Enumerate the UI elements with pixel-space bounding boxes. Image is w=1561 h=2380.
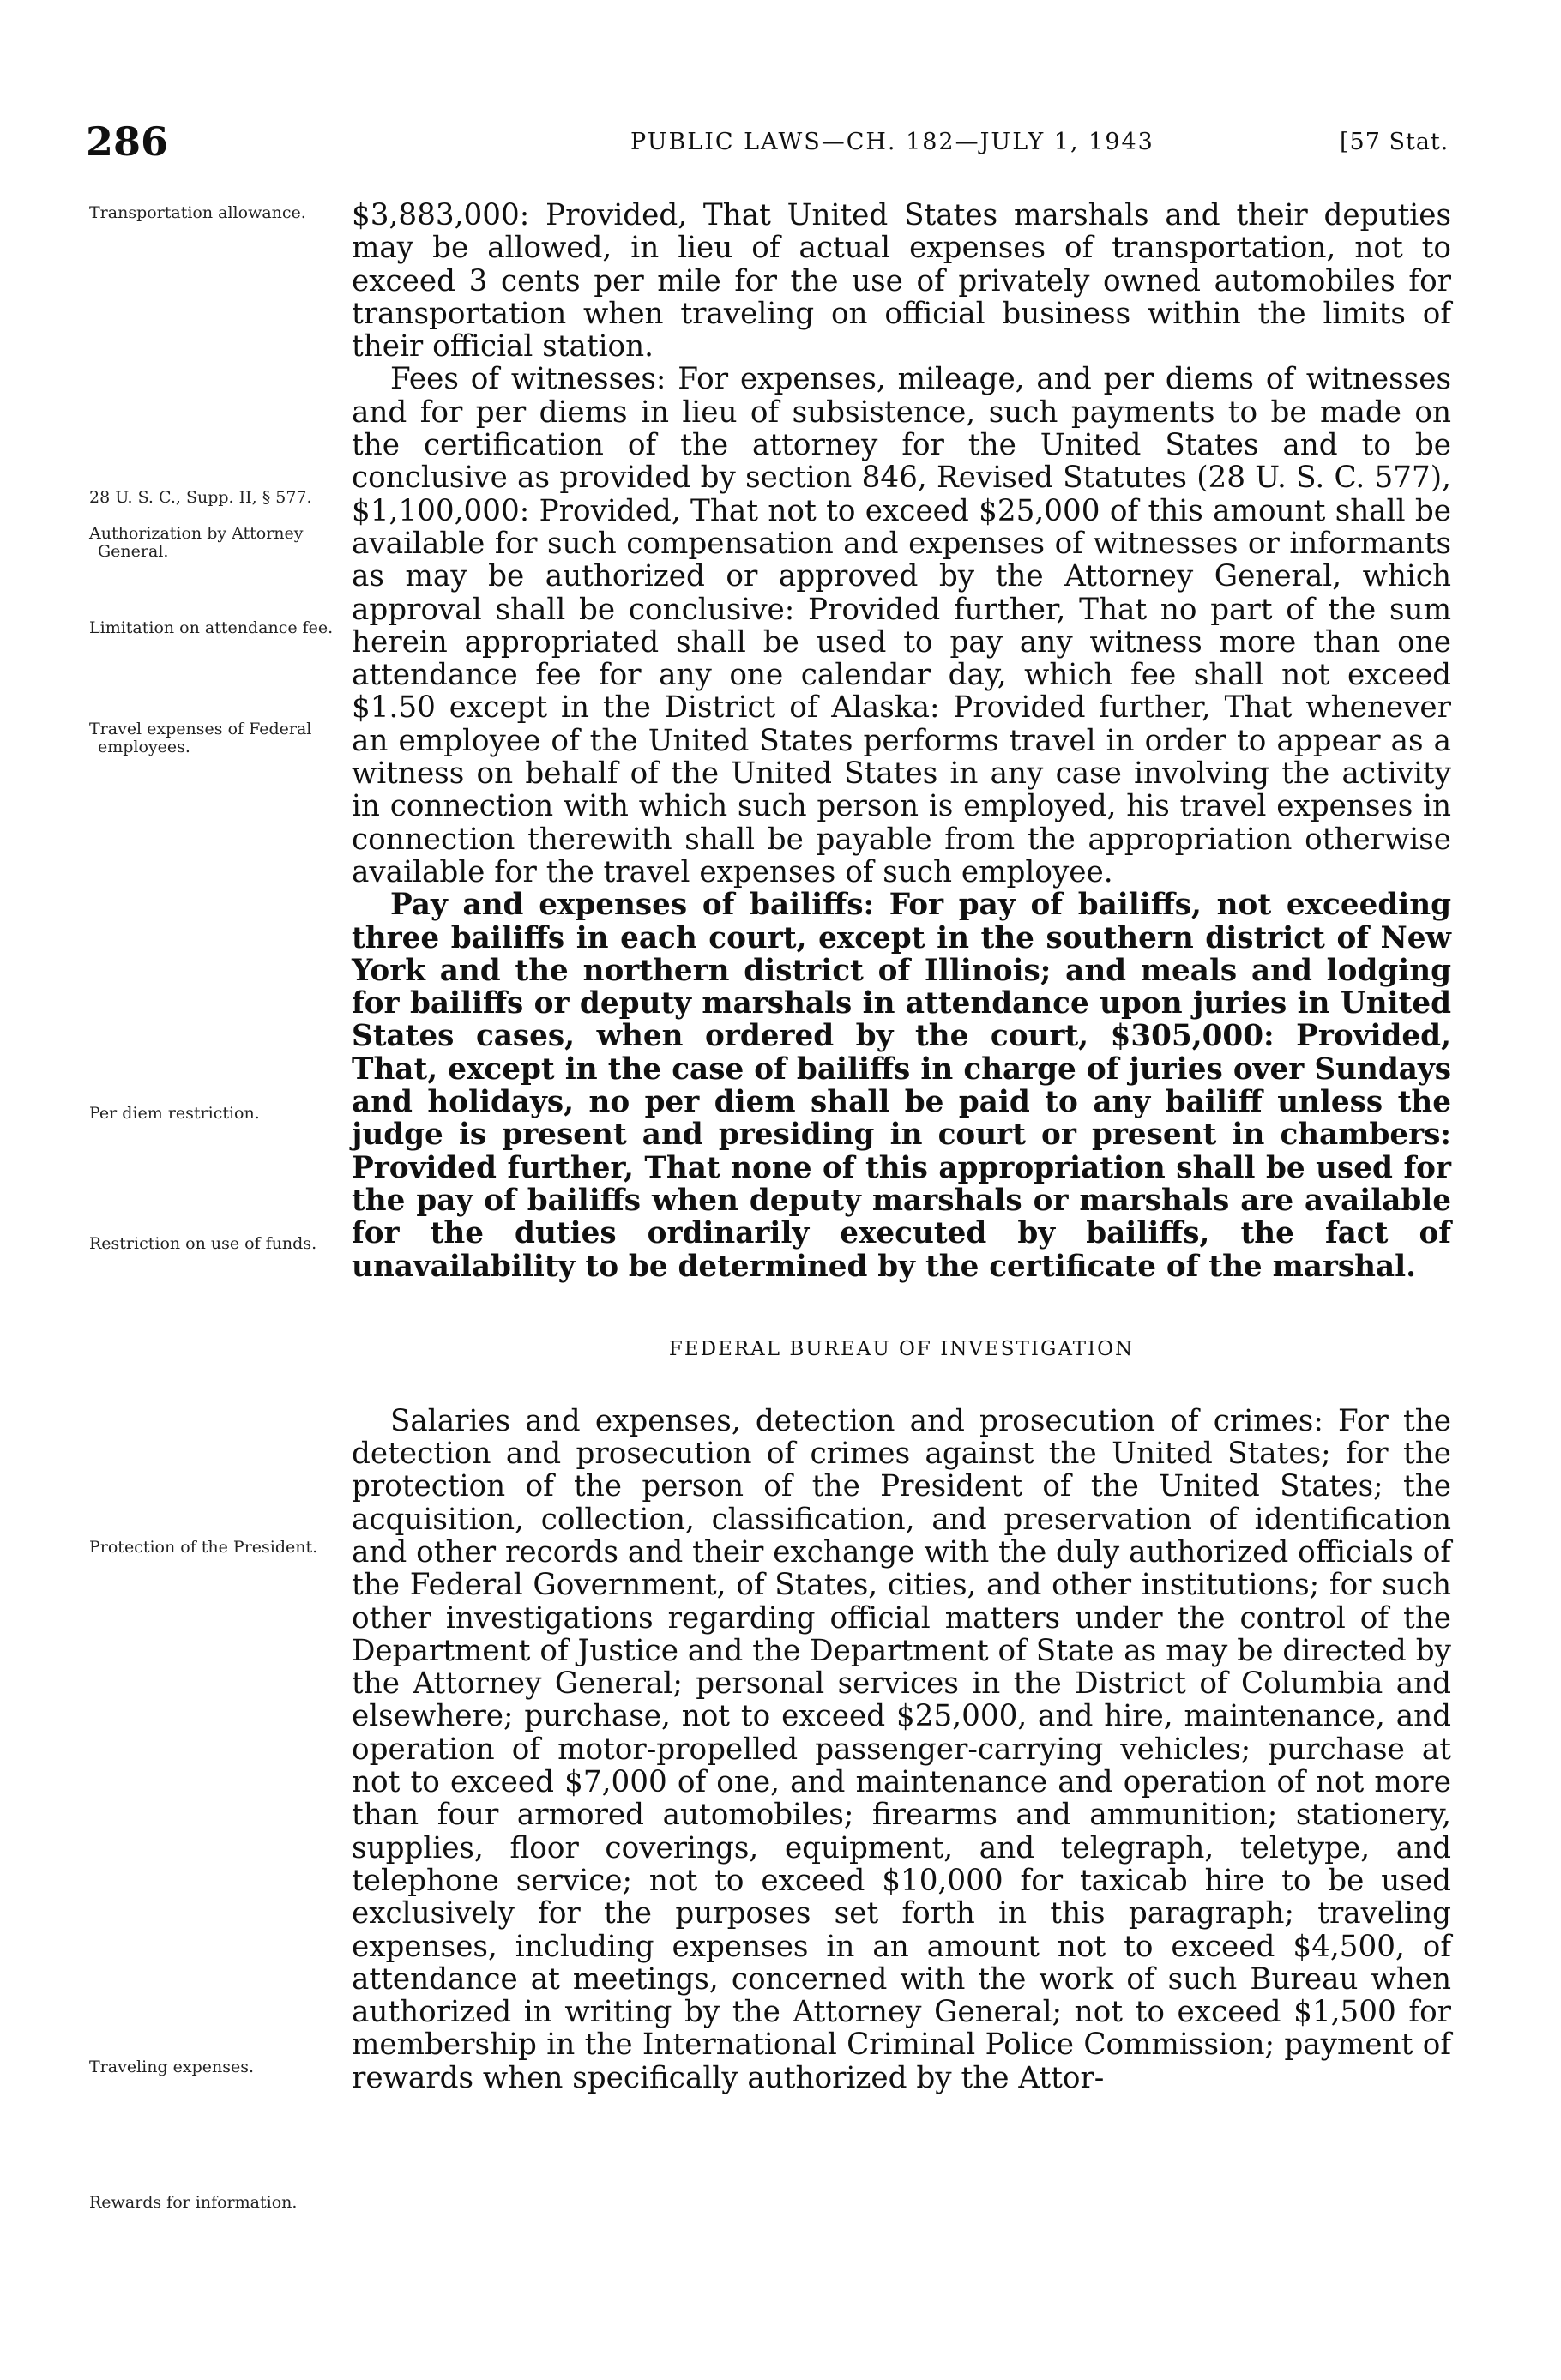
paragraph-witness-fees: Fees of witnesses: For expenses, mileage, and per diems of witnesses and for per diems in lieu of subsistence, such payments to be made on the certification of the attorney for the United States and to be conclusive as provided by section 846, Revised Statutes (28 U. S. C. 577), $1,100,000: Provided, That not to exceed $25,000 of this amount shall be available for such compensation and expenses of witnesses or informants as may be authorized or approved by the Attorney General, which approval shall be conclusive: Provided further, That no part of the sum herein appropriated shall be used to pay any witness more than one attendance fee for any one calendar day, which fee shall not exceed $1.50 except in the District of Alaska: Provided further, That whenever an employee of the United States performs travel in order to appear as a witness on behalf of the United States in any case involving the activity in connection with which such person is employed, his travel expenses in connection therewith shall be payable from the appropriation otherwise available for the travel expenses of such employee. xyxy=(352,362,1451,889)
running-title: PUBLIC LAWS—CH. 182—JULY 1, 1943 xyxy=(630,129,1154,155)
margin-note-protection-president: Protection of the President. xyxy=(89,1538,318,1557)
page-header xyxy=(0,118,1561,170)
margin-note-travel-expenses: Travel expenses of Federal employees. xyxy=(89,720,312,756)
main-text xyxy=(352,199,1451,2094)
paragraph-fbi-salaries: Salaries and expenses, detection and prosecution of crimes: For the detection and prosecution of crimes against the United States; for the protection of the person of the President of the United States; the acquisition, collection, classification, and preservation of identification and other records and their exchange with the duly authorized officials of the Federal Government, of States, cities, and other institutions; for such other investigations regarding official matters under the control of the Department of Justice and the Department of State as may be directed by the Attorney General; personal services in the District of Columbia and elsewhere; purchase, not to exceed $25,000, and hire, maintenance, and operation of motor-propelled passenger-carrying vehicles; purchase at not to exceed $7,000 of one, and maintenance and operation of not more than four armored automobiles; firearms and ammunition; stationery, supplies, floor coverings, equipment, and telegraph, teletype, and telephone service; not to exceed $10,000 for taxicab hire to be used exclusively for the purposes set forth in this paragraph; traveling expenses, including expenses in an amount not to exceed $4,500, of attendance at meetings, concerned with the work of such Bureau when authorized in writing by the Attorney General; not to exceed $1,500 for membership in the International Criminal Police Commission; payment of rewards when specifically authorized by the Attor- xyxy=(352,1403,1451,2095)
margin-note-rewards: Rewards for information. xyxy=(89,2193,298,2212)
margin-note-transportation: Transportation allowance. xyxy=(89,203,306,222)
margin-note-authorization: Authorization by Attorney General. xyxy=(89,524,304,561)
paragraph-bailiffs: Pay and expenses of bailiffs: For pay of bailiffs, not exceeding three bailiffs in each court, except in the southern district of New York and the northern district of Illinois; and meals and lodging for bailiffs or deputy marshals in attendance upon juries in United States cases, when ordered by the court, $305,000: Provided, That, except in the case of bailiffs in charge of juries over Sundays and holidays, no per diem shall be paid to any bailiff unless the judge is present and presiding in court or present in chambers: Provided further, That none of this appropriation shall be used for the pay of bailiffs when deputy marshals or marshals are available for the duties ordinarily executed by bailiffs, the fact of unavailability to be determined by the certificate of the marshal. xyxy=(352,888,1451,1284)
margin-note-restriction-funds: Restriction on use of funds. xyxy=(89,1234,317,1253)
page-number: 286 xyxy=(86,118,169,165)
paragraph-transportation: $3,883,000: Provided, That United States marshals and their deputies may be allowed, in lieu of actual expenses of transportation, not to exceed 3 cents per mile for the use of privately owned automobiles for transportation when traveling on official business within the limits of their official station. xyxy=(352,198,1451,365)
statute-reference: [57 Stat. xyxy=(1340,129,1450,155)
margin-note-usc-citation: 28 U. S. C., Supp. II, § 577. xyxy=(89,488,312,507)
margin-note-traveling-expenses: Traveling expenses. xyxy=(89,2058,255,2076)
section-heading: FEDERAL BUREAU OF INVESTIGATION xyxy=(668,1337,1135,1360)
margin-note-per-diem: Per diem restriction. xyxy=(89,1104,260,1123)
margin-note-attendance-fee: Limitation on attendance fee. xyxy=(89,618,334,637)
